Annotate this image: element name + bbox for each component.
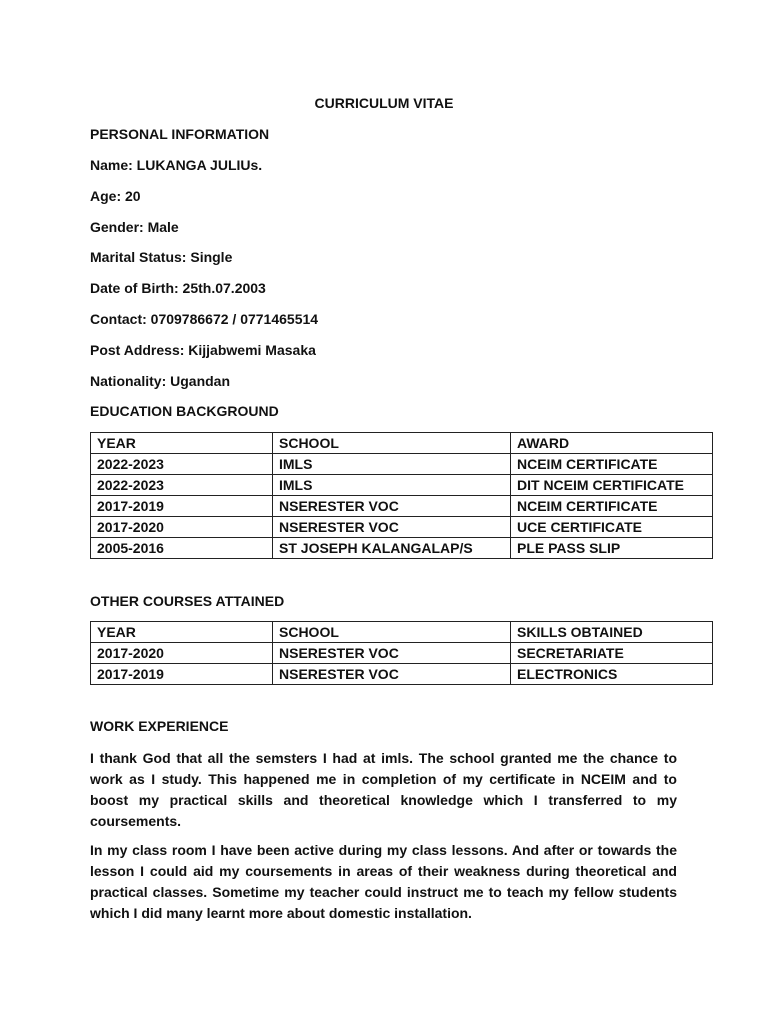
table-header-cell: SCHOOL — [273, 622, 511, 643]
marital-status-line: Marital Status: Single — [90, 249, 233, 265]
table-header-cell: YEAR — [91, 433, 273, 454]
table-row — [91, 475, 713, 496]
table-cell: DIT NCEIM CERTIFICATE — [511, 475, 713, 496]
table-cell: ST JOSEPH KALANGALAP/S — [273, 538, 511, 559]
table-cell: NSERESTER VOC — [273, 496, 511, 517]
table-cell: NCEIM CERTIFICATE — [511, 454, 713, 475]
table-header-row — [91, 433, 713, 454]
table-row — [91, 538, 713, 559]
dob-line: Date of Birth: 25th.07.2003 — [90, 280, 266, 296]
work-paragraph-1: I thank God that all the semsters I had at imls. The school granted me the chance to work as I study. This happened me in completion of my certificate in NCEIM and to boost my practical skills and theoretical knowledge which I transferred to my coursements. — [90, 750, 677, 829]
table-cell: NCEIM CERTIFICATE — [511, 496, 713, 517]
table-cell: IMLS — [273, 454, 511, 475]
table-row — [91, 454, 713, 475]
contact-line: Contact: 0709786672 / 0771465514 — [90, 311, 319, 327]
table-cell: IMLS — [273, 475, 511, 496]
personal-heading: PERSONAL INFORMATION — [90, 126, 270, 142]
table-row — [91, 517, 713, 538]
table-header-cell: SCHOOL — [273, 433, 511, 454]
age-line: Age: 20 — [90, 188, 141, 204]
table-cell: 2017-2019 — [91, 496, 273, 517]
table-cell: PLE PASS SLIP — [511, 538, 713, 559]
table-cell: UCE CERTIFICATE — [511, 517, 713, 538]
education-table — [90, 432, 713, 559]
name-line: Name: LUKANGA JULIUs. — [90, 157, 263, 173]
table-cell: NSERESTER VOC — [273, 643, 511, 664]
table-header-cell: YEAR — [91, 622, 273, 643]
table-cell: 2022-2023 — [91, 475, 273, 496]
gender-line: Gender: Male — [90, 219, 179, 235]
page-title: CURRICULUM VITAE — [314, 95, 454, 111]
table-cell: 2017-2019 — [91, 664, 273, 685]
table-header-cell: SKILLS OBTAINED — [511, 622, 713, 643]
table-cell: 2017-2020 — [91, 517, 273, 538]
table-cell: SECRETARIATE — [511, 643, 713, 664]
table-cell: ELECTRONICS — [511, 664, 713, 685]
post-address-line: Post Address: Kijjabwemi Masaka — [90, 342, 316, 358]
courses-heading: OTHER COURSES ATTAINED — [90, 593, 285, 609]
table-row — [91, 496, 713, 517]
table-header-cell: AWARD — [511, 433, 713, 454]
table-cell: 2005-2016 — [91, 538, 273, 559]
table-row — [91, 664, 713, 685]
table-header-row — [91, 622, 713, 643]
education-heading: EDUCATION BACKGROUND — [90, 403, 279, 419]
courses-table — [90, 621, 713, 685]
table-cell: NSERESTER VOC — [273, 664, 511, 685]
table-cell: 2017-2020 — [91, 643, 273, 664]
table-cell: 2022-2023 — [91, 454, 273, 475]
work-paragraph-2: In my class room I have been active during my class lessons. And after or towards the lesson I could aid my coursements in areas of their weakness during theoretical and practical classes. Sometime my teacher could instruct me to teach my fellow students which I did many learnt more about domestic installation. — [90, 842, 677, 921]
work-heading: WORK EXPERIENCE — [90, 718, 229, 734]
table-cell: NSERESTER VOC — [273, 517, 511, 538]
nationality-line: Nationality: Ugandan — [90, 373, 231, 389]
table-row — [91, 643, 713, 664]
